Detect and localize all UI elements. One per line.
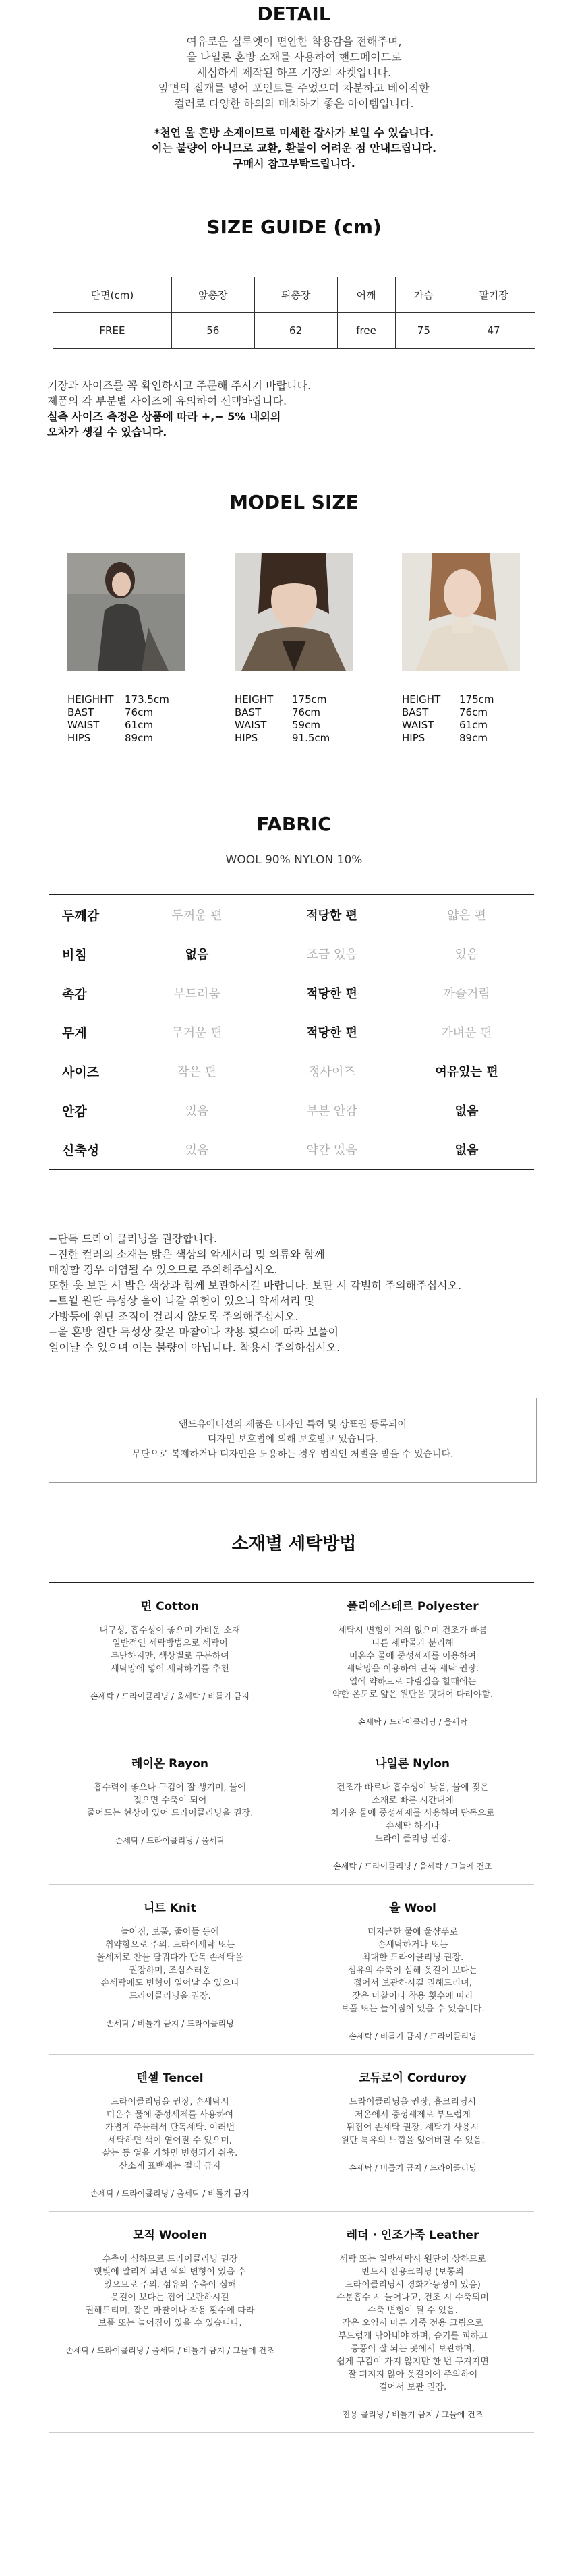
washing-description bbox=[302, 2096, 523, 2147]
washing-description-line: 차가운 물에 중성세제를 사용하여 단독으로 bbox=[330, 1808, 495, 1819]
size-table bbox=[53, 277, 535, 349]
fabric-composition: WOOL 90% NYLON 10% bbox=[225, 853, 363, 867]
washing-material-name: 울 Wool bbox=[389, 1901, 436, 1915]
fabric-row-label: 비침 bbox=[62, 947, 87, 963]
stat-key: WAIST bbox=[67, 719, 100, 731]
model-stats bbox=[402, 693, 494, 745]
care-note: −울 혼방 원단 특성상 잦은 마찰이나 착용 횟수에 따라 보풀이 bbox=[49, 1325, 339, 1338]
washing-description-line: 미온수 물에 중성세제를 이용하여 bbox=[349, 1651, 477, 1661]
fabric-option: 조금 있음 bbox=[306, 948, 357, 962]
washing-description-line: 세탁망에 넣어 세탁하기를 추천 bbox=[111, 1664, 229, 1674]
fabric-option: 까슬거림 bbox=[443, 987, 490, 1001]
size-cell: 47 bbox=[452, 313, 535, 349]
washing-description-line: 섬유의 수축이 심해 옷걸이 보다는 bbox=[347, 1966, 478, 1976]
fabric-option-selected: 적당한 편 bbox=[306, 1026, 357, 1040]
size-table-header bbox=[53, 277, 535, 313]
model-stats bbox=[235, 693, 330, 745]
size-header-cell: 뒤총장 bbox=[254, 277, 337, 313]
washing-card bbox=[49, 1583, 291, 1740]
stat-value: 76cm bbox=[459, 706, 488, 718]
fabric-option: 가벼운 편 bbox=[441, 1026, 492, 1040]
notice-line: 무단으로 복제하거나 디자인을 도용하는 경우 법적인 처벌을 받을 수 있습니다. bbox=[131, 1449, 454, 1460]
detail-line: 여유로운 실루엣이 편안한 착용감을 전해주며, bbox=[186, 35, 402, 48]
washing-description-line: 권해드리며, 잦은 마찰이나 착용 횟수에 따라 bbox=[85, 2306, 255, 2316]
washing-material-name: 코듀로이 Corduroy bbox=[359, 2071, 467, 2085]
care-note: 일어날 수 있으며 이는 불량이 아닙니다. 착용시 주의하십시오. bbox=[49, 1341, 341, 1354]
washing-description-line: 햇빛에 말리게 되면 색의 변형이 있을 수 bbox=[94, 2267, 246, 2277]
washing-material-name: 나일론 Nylon bbox=[375, 1757, 450, 1771]
washing-material-name: 모직 Woolen bbox=[133, 2229, 207, 2242]
washing-description-line: 수축이 심하므로 드라이클리닝 권장 bbox=[102, 2254, 238, 2264]
washing-description-line: 다른 세탁물과 분리해 bbox=[372, 1638, 454, 1649]
fabric-option: 작은 편 bbox=[177, 1065, 216, 1079]
stat-key: BAST bbox=[402, 706, 429, 718]
stat-value: 89cm bbox=[125, 732, 153, 744]
washing-card bbox=[49, 1740, 291, 1884]
fabric-option: 얇은 편 bbox=[447, 909, 486, 923]
stat-key: WAIST bbox=[402, 719, 434, 731]
washing-description-line: 드라이클리닝을 권장. bbox=[129, 1991, 211, 2001]
size-notes bbox=[47, 378, 311, 440]
washing-grid bbox=[49, 1582, 534, 2433]
washing-description-line: 젖으면 수축이 되어 bbox=[133, 1796, 207, 1806]
washing-description-line: 잦은 마찰이나 착용 횟수에 따라 bbox=[352, 1991, 473, 2001]
detail-warning-line: 이는 불량이 아니므로 교환, 환불이 어려운 점 안내드립니다. bbox=[151, 142, 437, 154]
washing-description-line: 원단 특유의 느낌을 잃어버릴 수 있음. bbox=[341, 2136, 485, 2146]
fabric-row bbox=[49, 934, 534, 973]
stat-value: 76cm bbox=[292, 706, 320, 718]
washing-description-line: 보풀 또는 늘어짐이 있을 수 있습니다. bbox=[341, 2004, 485, 2014]
washing-methods: 전용 클리닝 / 비틀기 금지 / 그늘에 건조 bbox=[342, 2410, 483, 2420]
size-cell: FREE bbox=[53, 313, 172, 349]
fabric-option: 있음 bbox=[185, 1104, 209, 1118]
washing-description-line: 세탁망을 이용하여 단독 세탁 권장. bbox=[346, 1664, 479, 1674]
stat-value: 59cm bbox=[292, 719, 320, 731]
fabric-option: 있음 bbox=[454, 948, 479, 962]
stat-key: HIPS bbox=[402, 732, 425, 744]
washing-description bbox=[59, 1624, 281, 1676]
size-table-row bbox=[53, 313, 535, 349]
washing-row bbox=[49, 1885, 534, 2055]
fabric-option-selected: 없음 bbox=[185, 948, 209, 962]
washing-methods: 손세탁 / 드라이클리닝 / 울세탁 / 비틀기 금지 / 그늘에 건조 bbox=[65, 2346, 274, 2355]
fabric-row bbox=[49, 1052, 534, 1091]
detail-title: DETAIL bbox=[257, 3, 331, 25]
washing-material-name: 레더 · 인조가죽 Leather bbox=[346, 2229, 479, 2242]
washing-methods: 손세탁 / 드라이클리닝 / 울세탁 bbox=[115, 1836, 225, 1845]
fabric-option: 있음 bbox=[185, 1143, 209, 1157]
care-note: −진한 컬러의 소재는 밝은 색상의 악세서리 및 의류와 함께 bbox=[49, 1248, 325, 1261]
fabric-row-label: 촉감 bbox=[62, 986, 87, 1002]
washing-description-line: 손세탁하거나 또는 bbox=[377, 1940, 448, 1950]
model-photo bbox=[402, 553, 520, 671]
washing-methods: 손세탁 / 비틀기 금지 / 드라이클리닝 bbox=[349, 2163, 477, 2173]
washing-description-line: 손세탁 하거나 bbox=[386, 1821, 440, 1831]
fabric-row-label: 안감 bbox=[62, 1104, 87, 1119]
washing-description-line: 통풍이 잘 되는 곳에서 보관하며, bbox=[351, 2344, 475, 2354]
model-photo bbox=[67, 553, 185, 671]
fabric-row bbox=[49, 1091, 534, 1130]
washing-description-line: 건조가 빠르나 흡수성이 낮음, 물에 젖은 bbox=[336, 1783, 489, 1793]
fabric-row bbox=[49, 895, 534, 934]
washing-description-line: 최대한 드라이클리닝 권장. bbox=[361, 1953, 464, 1963]
fabric-option-selected: 적당한 편 bbox=[306, 909, 357, 923]
washing-methods: 손세탁 / 비틀기 금지 / 드라이클리닝 bbox=[106, 2019, 234, 2028]
detail-line: 앞면의 절개를 넣어 포인트를 주었으며 차분하고 베이직한 bbox=[158, 82, 430, 94]
washing-description-line: 미온수 물에 중성세제를 사용하여 bbox=[106, 2110, 234, 2120]
washing-description bbox=[59, 2253, 281, 2330]
stat-key: HIPS bbox=[67, 732, 91, 744]
fabric-option: 정사이즈 bbox=[308, 1065, 355, 1079]
washing-description bbox=[59, 1926, 281, 2003]
stat-key: WAIST bbox=[235, 719, 267, 731]
washing-description-line: 드라이클리닝을 권장, 흡크리닝시 bbox=[349, 2097, 477, 2107]
size-cell: 56 bbox=[171, 313, 254, 349]
washing-card bbox=[291, 1885, 534, 2054]
size-guide-title: SIZE GUIDE (cm) bbox=[206, 216, 382, 238]
washing-title: 소재별 세탁방법 bbox=[231, 1534, 357, 1554]
fabric-option-selected: 적당한 편 bbox=[306, 987, 357, 1001]
washing-description-line: 저온에서 중성세제로 부드럽게 bbox=[355, 2110, 471, 2120]
washing-description bbox=[302, 1624, 523, 1701]
size-header-cell: 앞총장 bbox=[171, 277, 254, 313]
washing-description-line: 수축 변형이 될 수 있음. bbox=[368, 2306, 458, 2316]
washing-description-line: 열에 약하므로 다림질을 할때에는 bbox=[349, 1677, 477, 1687]
size-cell: free bbox=[337, 313, 395, 349]
detail-line: 세심하게 제작된 하프 기장의 자켓입니다. bbox=[196, 66, 392, 79]
stat-key: HEIGHT bbox=[402, 693, 441, 706]
washing-description-line: 삶는 등 열을 가하면 변형되기 쉬움. bbox=[102, 2148, 238, 2158]
washing-material-name: 폴리에스테르 Polyester bbox=[347, 1600, 479, 1613]
washing-row bbox=[49, 2055, 534, 2212]
washing-description-line: 드라이클리닝시 경화가능성이 있음) bbox=[345, 2280, 481, 2290]
size-note-bold: 오차가 생길 수 있습니다. bbox=[47, 426, 167, 438]
stat-value: 175cm bbox=[292, 693, 327, 706]
care-note: −트윌 원단 특성상 올이 나갈 위험이 있으니 악세서리 및 bbox=[49, 1294, 315, 1307]
washing-description-line: 미지근한 물에 울샴푸로 bbox=[368, 1927, 458, 1937]
fabric-row bbox=[49, 1130, 534, 1169]
size-header-cell: 팔기장 bbox=[452, 277, 535, 313]
fabric-option: 두꺼운 편 bbox=[171, 909, 223, 923]
washing-description-line: 보풀 또는 늘어짐이 있을 수 있습니다. bbox=[98, 2318, 242, 2328]
washing-row bbox=[49, 2212, 534, 2433]
washing-methods: 손세탁 / 드라이클리닝 / 울세탁 / 비틀기 금지 bbox=[90, 1692, 249, 1701]
stat-value: 76cm bbox=[125, 706, 153, 718]
model-photo bbox=[235, 553, 353, 671]
washing-description-line: 잘 펴지지 않아 옷걸이에 주의하여 bbox=[347, 2370, 478, 2380]
notice-line: 디자인 보호법에 의해 보호받고 있습니다. bbox=[207, 1434, 378, 1445]
fabric-option-selected: 없음 bbox=[454, 1143, 479, 1157]
washing-description-line: 있으므로 주의. 섬유의 수축이 심해 bbox=[103, 2280, 237, 2290]
washing-description-line: 부드럽게 닦아내야 하며, 습기를 피하고 bbox=[338, 2331, 488, 2341]
model-size-title: MODEL SIZE bbox=[229, 491, 359, 513]
washing-description-line: 수분흡수 시 늘어나고, 건조 시 수축되며 bbox=[336, 2293, 489, 2303]
washing-description-line: 드라이 클리닝 권장. bbox=[374, 1834, 451, 1844]
washing-description-line: 반드시 전용크리닝 (보통의 bbox=[361, 2267, 464, 2277]
washing-description bbox=[302, 2253, 523, 2394]
washing-row bbox=[49, 1583, 534, 1740]
stat-key: HIPS bbox=[235, 732, 258, 744]
fabric-option: 부드러움 bbox=[173, 987, 220, 1001]
washing-description-line: 늘어짐, 보풀, 줄어들 등에 bbox=[120, 1927, 220, 1937]
care-notes bbox=[49, 1231, 461, 1355]
washing-description-line: 접어서 보관하시길 권해드리며, bbox=[353, 1978, 472, 1988]
care-note: 매칭할 경우 이염될 수 있으므로 주의해주십시오. bbox=[49, 1263, 278, 1276]
washing-description-line: 권장하며, 조심스러운 bbox=[129, 1966, 211, 1976]
washing-description bbox=[302, 1926, 523, 2015]
size-note: 제품의 각 부분별 사이즈에 유의하여 선택바랍니다. bbox=[47, 395, 287, 407]
fabric-row bbox=[49, 973, 534, 1012]
washing-description-line: 산소계 표백제는 절대 금지 bbox=[119, 2161, 221, 2171]
washing-card bbox=[49, 1885, 291, 2054]
detail-warning-line: *천연 울 혼방 소재이므로 미세한 잡사가 보일 수 있습니다. bbox=[154, 126, 434, 139]
stat-value: 61cm bbox=[125, 719, 153, 731]
washing-description-line: 손세탁에도 변형이 일어날 수 있으니 bbox=[100, 1978, 239, 1988]
washing-row bbox=[49, 1740, 534, 1885]
washing-description-line: 줄어드는 현상이 있어 드라이클리닝을 권장. bbox=[86, 1808, 254, 1819]
washing-description bbox=[59, 2096, 281, 2173]
washing-description-line: 내구성, 흡수성이 좋으며 가벼운 소재 bbox=[99, 1626, 241, 1636]
care-note: −단독 드라이 클리닝을 권장합니다. bbox=[49, 1232, 218, 1245]
fabric-option-selected: 없음 bbox=[454, 1104, 479, 1118]
washing-description-line: 세탁하면 색이 옅어질 수 있으며, bbox=[108, 2136, 232, 2146]
detail-line: 울 나일론 혼방 소재를 사용하여 핸드메이드로 bbox=[186, 51, 402, 63]
fabric-option: 부분 안감 bbox=[306, 1104, 357, 1118]
washing-description-line: 일반적인 세탁방법으로 세탁이 bbox=[112, 1638, 228, 1649]
detail-warning-line: 구매시 참고부탁드립니다. bbox=[233, 157, 355, 170]
washing-description-line: 흡수력이 좋으나 구김이 잘 생기며, 물에 bbox=[94, 1783, 246, 1793]
washing-card bbox=[291, 1583, 534, 1740]
washing-material-name: 레이온 Rayon bbox=[131, 1757, 209, 1771]
fabric-row-label: 무게 bbox=[62, 1025, 87, 1041]
fabric-title: FABRIC bbox=[256, 813, 332, 835]
washing-card bbox=[49, 2055, 291, 2211]
washing-description-line: 뒤집어 손세탁 권장. 세탁기 사용시 bbox=[346, 2123, 479, 2133]
fabric-table bbox=[49, 894, 534, 1170]
stat-key: BAST bbox=[67, 706, 94, 718]
fabric-option: 무거운 편 bbox=[171, 1026, 223, 1040]
size-header-cell: 가슴 bbox=[395, 277, 452, 313]
fabric-row bbox=[49, 1012, 534, 1052]
care-note: 가방등에 원단 조직이 걸리지 않도록 주의해주십시오. bbox=[49, 1310, 299, 1323]
stat-value: 61cm bbox=[459, 719, 488, 731]
washing-description-line: 가볍게 주물러서 단독세탁. 여러번 bbox=[105, 2123, 235, 2133]
washing-description-line: 무난하지만, 색상별로 구분하여 bbox=[111, 1651, 229, 1661]
detail-line: 컬러로 다양한 하의와 매치하기 좋은 아이템입니다. bbox=[174, 97, 414, 110]
fabric-option: 약간 있음 bbox=[306, 1143, 357, 1157]
fabric-row-label: 두께감 bbox=[62, 908, 100, 923]
size-header-cell: 어깨 bbox=[337, 277, 395, 313]
size-cell: 62 bbox=[254, 313, 337, 349]
washing-description bbox=[302, 1781, 523, 1845]
stat-value: 91.5cm bbox=[292, 732, 330, 744]
size-note-bold: 실측 사이즈 측정은 상품에 따라 +,− 5% 내외의 bbox=[47, 410, 281, 423]
detail-description bbox=[0, 34, 588, 171]
fabric-row-label: 신축성 bbox=[62, 1143, 100, 1158]
washing-material-name: 니트 Knit bbox=[144, 1901, 196, 1915]
washing-methods: 손세탁 / 드라이클리닝 / 울세탁 / 그늘에 건조 bbox=[333, 1862, 492, 1871]
copyright-notice bbox=[49, 1398, 537, 1483]
washing-methods: 손세탁 / 드라이클리닝 / 울세탁 / 비틀기 금지 bbox=[90, 2189, 249, 2198]
washing-description-line: 쉽게 구김이 가지 않지만 한 번 구겨지면 bbox=[336, 2357, 489, 2367]
washing-description-line: 울세제로 찬물 담궈다가 단독 손세탁을 bbox=[96, 1953, 243, 1963]
care-note: 또한 옷 보관 시 밝은 색상과 함께 보관하시길 바랍니다. 보관 시 각별히 주의해주십시오. bbox=[49, 1279, 462, 1292]
fabric-option-selected: 여유있는 편 bbox=[435, 1065, 498, 1079]
notice-line: 앤드유에디션의 제품은 디자인 특허 및 상표권 등록되어 bbox=[179, 1419, 407, 1430]
washing-description-line: 걸어서 보관 권장. bbox=[378, 2382, 447, 2393]
washing-description-line: 약한 온도로 얇은 원단을 덧대어 다려야함. bbox=[332, 1690, 494, 1700]
stat-key: BAST bbox=[235, 706, 262, 718]
washing-card bbox=[291, 2055, 534, 2211]
size-cell: 75 bbox=[395, 313, 452, 349]
washing-description bbox=[59, 1781, 281, 1820]
washing-description-line: 작은 오염시 마른 가죽 전용 크림으로 bbox=[342, 2318, 483, 2328]
washing-description-line: 세탁시 변형이 거의 없으며 건조가 빠름 bbox=[338, 1626, 488, 1636]
model-stats bbox=[67, 693, 169, 745]
washing-description-line: 취약함으로 주의. 드라이세탁 또는 bbox=[105, 1940, 235, 1950]
size-header-cell: 단면(cm) bbox=[53, 277, 172, 313]
washing-card bbox=[291, 1740, 534, 1884]
washing-description-line: 소재로 빠른 시간내에 bbox=[372, 1796, 454, 1806]
washing-material-name: 면 Cotton bbox=[140, 1600, 200, 1613]
stat-value: 173.5cm bbox=[125, 693, 169, 706]
washing-card bbox=[49, 2212, 291, 2432]
stat-key: HEIGHHT bbox=[67, 693, 114, 706]
washing-methods: 손세탁 / 드라이클리닝 / 울세탁 bbox=[357, 1717, 468, 1727]
washing-description-line: 드라이클리닝을 권장, 손세탁시 bbox=[111, 2097, 229, 2107]
washing-methods: 손세탁 / 비틀기 금지 / 드라이클리닝 bbox=[349, 2032, 477, 2041]
stat-value: 89cm bbox=[459, 732, 488, 744]
washing-description-line: 세탁 또는 일반세탁시 원단이 상하므로 bbox=[339, 2254, 486, 2264]
stat-key: HEIGHT bbox=[235, 693, 274, 706]
washing-material-name: 텐셀 Tencel bbox=[136, 2071, 204, 2085]
stat-value: 175cm bbox=[459, 693, 494, 706]
washing-description-line: 옷걸이 보다는 접어 보관하시길 bbox=[111, 2293, 229, 2303]
washing-card bbox=[291, 2212, 534, 2432]
size-note: 기장과 사이즈를 꼭 확인하시고 주문해 주시기 바랍니다. bbox=[47, 379, 312, 392]
fabric-row-label: 사이즈 bbox=[62, 1064, 100, 1080]
